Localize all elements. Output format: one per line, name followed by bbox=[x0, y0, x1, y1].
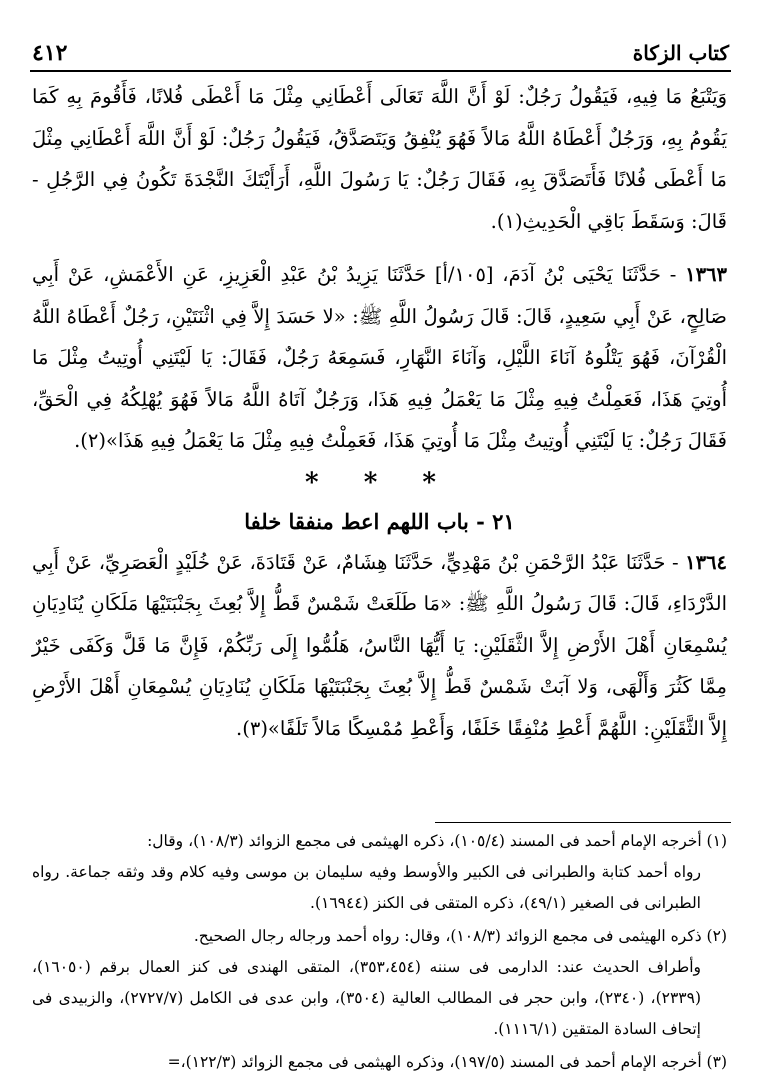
footnote-separator bbox=[435, 822, 731, 823]
chapter-title: ٢١ - باب اللهم اعط منفقا خلفا bbox=[244, 508, 515, 534]
page-number: ٤١٢ bbox=[32, 40, 68, 66]
hadith-number: ١٣٦٤ bbox=[685, 550, 727, 574]
section-divider: * * * bbox=[305, 467, 454, 498]
footnote-1-line: (١) أخرجه الإمام أحمد فى المسند (١٠٥/٤)، ذكره الهيثمى فى مجمع الزوائد (١٠٨/٣)، وقال: bbox=[147, 832, 727, 850]
hadith-1364 bbox=[32, 542, 727, 750]
hadith-text: - حَدَّثَنَا عَبْدُ الرَّحْمَنِ بْنُ مَهْدِيٍّ، حَدَّثَنَا هِشَامٌ، عَنْ قَتَادَةَ، عَنْ خُلَيْدٍ الْعَصَرِيِّ، عَنْ أَبِي الدَّرْدَاءِ، قَالَ: قَالَ رَسُولُ اللَّهِ ﷺ: «مَا طَلَعَتْ شَمْسٌ قَطُّ إِلاَّ بُعِثَ بِجَنْبَتَيْهَا مَلَكَانِ يُنَادِيَانِ يُسْمِعَانِ أَهْلَ الأَرْضِ إِلاَّ الثَّقَلَيْنِ: يَا أَيُّهَا النَّاسُ، هَلُمُّوا إِلَى رَبِّكُمْ، فَإِنَّ مَا قَلَّ وَكَفَى خَيْرٌ مِمَّا كَثُرَ وَأَلْهَى، وَلا آبَتْ شَمْسٌ قَطُّ إِلاَّ بُعِثَ بِجَنْبَتَيْهَا مَلَكَانِ يُنَادِيَانِ يُسْمِعَانِ أَهْلَ الأَرْضِ إِلاَّ الثَّقَلَيْنِ: اللَّهُمَّ أَعْطِ مُنْفِقًا خَلَفًا، وَأَعْطِ مُمْسِكًا مَالاً تَلَفًا»(٣). bbox=[32, 550, 727, 740]
hadith-1363 bbox=[32, 254, 727, 462]
main-text bbox=[32, 76, 727, 749]
footnote-2-continuation: وأطراف الحديث عند: الدارمى فى سننه (٣٥٣،٤٥٤)، المتقى الهندى فى كنز العمال برقم (١٦٠٥٠)، (٢٣٣٩)، (٢٣٤٠)، وابن حجر فى المطالب العالية (٣٥٠٤)، وابن عدى فى الكامل (٢٧٢٧/٧)، والزبيدى فى إتحاف السادة المتقين (١١١٦/١). bbox=[32, 958, 701, 1038]
page-header bbox=[30, 36, 731, 72]
hadith-number: ١٣٦٣ bbox=[685, 263, 727, 286]
footnote-3-line: (٣) أخرجه الإمام أحمد فى المسند (١٩٧/٥)، وذكره الهيثمى فى مجمع الزوائد (١٢٢/٣)،= bbox=[167, 1053, 727, 1071]
footnote-1-continuation: رواه أحمد كتابة والطبرانى فى الكبير والأوسط وفيه سليمان بن موسى وفيه كلام وقد وثقه جماعة. رواه الطبرانى فى الصغير (٤٩/١)، ذكره المتقى فى الكنز (١٦٩٤٤). bbox=[32, 863, 701, 912]
footnote-2-line: (٢) ذكره الهيثمى فى مجمع الزوائد (١٠٨/٣)، وقال: رواه أحمد ورجاله رجال الصحيح. bbox=[193, 927, 727, 945]
hadith-text: - حَدَّثَنَا يَحْيَى بْنُ آدَمَ، [١٠٥/أ] حَدَّثَنَا يَزِيدُ بْنُ عَبْدِ الْعَزِيزِ، عَنِ الأَعْمَشِ، عَنْ أَبِي صَالِحٍ، عَنْ أَبِي سَعِيدٍ، قَالَ: قَالَ رَسُولُ اللَّهِ ﷺ: «لا حَسَدَ إِلاَّ فِي اثْنَتَيْنِ، رَجُلٌ أَعْطَاهُ اللَّهُ الْقُرْآنَ، فَهُوَ يَتْلُوهُ آنَاءَ اللَّيْلِ، وَآنَاءَ النَّهَارِ، فَسَمِعَهُ رَجُلٌ، فَقَالَ: يَا لَيْتَنِي أُوتِيتُ مِثْلَ مَا أُوتِيَ هَذَا، فَعَمِلْتُ فِيهِ مِثْلَ مَا يَعْمَلُ فِيهِ هَذَا، وَرَجُلٌ آتَاهُ اللَّهُ مَالاً فَهُوَ يُهْلِكُهُ فِي الْحَقِّ، فَقَالَ رَجُلٌ: يَا لَيْتَنِي أُوتِيتُ مِثْلَ مَا أُوتِيَ هَذَا، فَعَمِلْتُ فِيهِ مِثْلَ مَا يَعْمَلُ فِيهِ هَذَا»(٢). bbox=[32, 263, 727, 452]
running-title: كتاب الزكاة bbox=[632, 41, 729, 65]
footnotes bbox=[32, 826, 727, 1078]
paragraph-continuation: وَيَتْبَعُ مَا فِيهِ، فَيَقُولُ رَجُلٌ: لَوْ أَنَّ اللَّهَ تَعَالَى أَعْطَانِي مِثْلَ مَا أَعْطَى فُلانًا، فَأَقُومَ بِهِ كَمَا يَقُومُ بِهِ، وَرَجُلٌ أَعْطَاهُ اللَّهُ مَالاً فَهُوَ يُنْفِقُ وَيَتَصَدَّقُ، فَيَقُولُ رَجُلٌ: لَوْ أَنَّ اللَّهَ أَعْطَانِي مِثْلَ مَا أَعْطَى فُلانًا فَأَتَصَدَّقَ بِهِ، فَقَالَ رَجُلٌ: يَا رَسُولَ اللَّهِ، أَرَأَيْتَكَ النَّجْدَةَ تَكُونُ فِي الرَّجُلِ - قَالَ: وَسَقَطَ بَاقِي الْحَدِيثِ(١). bbox=[32, 85, 727, 233]
